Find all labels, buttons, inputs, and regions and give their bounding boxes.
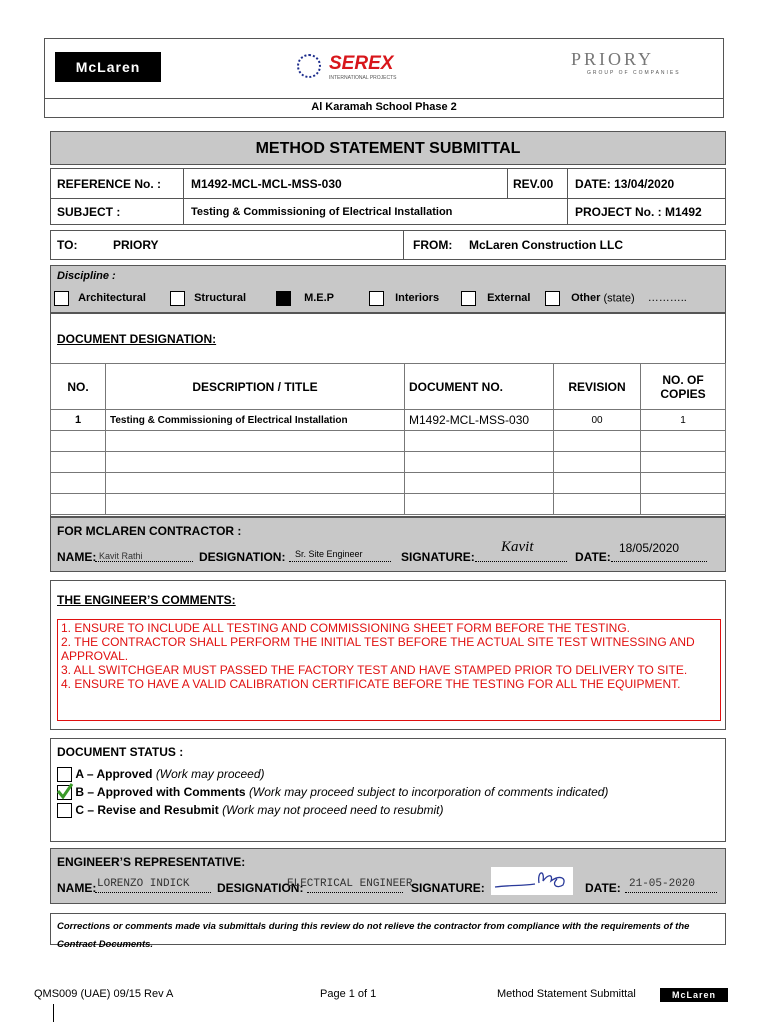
footer-mclaren-logo: McLaren (660, 988, 728, 1002)
engineer-name-value: LORENZO INDICK (97, 878, 190, 890)
header-no: NO. (51, 364, 106, 410)
header-copies: NO. OF COPIES (641, 364, 726, 410)
cell-document-no (405, 494, 554, 515)
checkbox[interactable] (545, 291, 560, 306)
checkbox-checked[interactable] (57, 785, 72, 800)
footer-page-number: Page 1 of 1 (320, 988, 377, 1000)
header-box (44, 38, 724, 118)
rev-label: REV.00 (513, 177, 554, 191)
status-option-note: (Work may proceed) (155, 767, 265, 781)
other-state-label: (state) (603, 292, 635, 305)
date-label: DATE: 13/04/2020 (575, 177, 675, 191)
checkmark-icon (56, 782, 74, 800)
cell-copies (641, 494, 726, 515)
disclaimer-box (50, 913, 726, 950)
cell-no (51, 452, 106, 473)
contractor-label: FOR MCLAREN CONTRACTOR : (57, 524, 242, 538)
priory-logo-subtext: GROUP OF COMPANIES (587, 70, 681, 76)
engineer-signature-label: SIGNATURE: (411, 881, 485, 895)
checkbox[interactable] (54, 291, 69, 306)
cell-revision: 00 (554, 410, 641, 431)
cell-description: Testing & Commissioning of Electrical Installation (106, 410, 405, 431)
discipline-architectural[interactable] (54, 291, 146, 306)
engineer-designation-value: ELECTRICAL ENGINEER (287, 878, 413, 890)
status-option-a[interactable] (57, 767, 265, 782)
contractor-designation-value: Sr. Site Engineer (295, 549, 363, 559)
table-row (51, 410, 726, 431)
to-label: TO: (57, 238, 78, 252)
designation-label: DOCUMENT DESIGNATION: (57, 332, 217, 346)
discipline-external[interactable] (461, 291, 530, 306)
discipline-interiors[interactable] (369, 291, 439, 306)
discipline-item-label: Structural (194, 292, 247, 305)
header-document-no: DOCUMENT NO. (405, 364, 554, 410)
engineer-name-label: NAME: (57, 881, 97, 895)
discipline-item-label: External (487, 292, 531, 305)
contractor-designation-field[interactable] (289, 548, 391, 562)
from-value: McLaren Construction LLC (469, 238, 624, 252)
reference-value: M1492-MCL-MCL-MSS-030 (191, 177, 342, 191)
contractor-signature-label: SIGNATURE: (401, 550, 475, 564)
priory-logo (559, 49, 709, 83)
cell-document-no (405, 452, 554, 473)
cell-revision (554, 473, 641, 494)
comment-line: 1. ENSURE TO INCLUDE ALL TESTING AND COMMISSIONING SHEET FORM BEFORE THE TESTING. (61, 621, 630, 635)
contractor-date-field[interactable] (611, 541, 707, 562)
engineer-date-label: DATE: (585, 881, 621, 895)
status-label: DOCUMENT STATUS : (57, 745, 184, 759)
cell-copies (641, 431, 726, 452)
discipline-item-label: Other (571, 292, 601, 305)
cell-document-no (405, 473, 554, 494)
checkbox[interactable] (57, 803, 72, 818)
cell-no (51, 473, 106, 494)
discipline-item-label: Architectural (78, 292, 146, 305)
status-option-code: A – Approved (75, 767, 153, 781)
header-description: DESCRIPTION / TITLE (106, 364, 405, 410)
contractor-box (50, 517, 726, 572)
serex-logo (297, 51, 417, 85)
contractor-name-field[interactable] (95, 548, 193, 562)
cell-copies (641, 473, 726, 494)
status-option-code: B – Approved with Comments (75, 785, 246, 799)
footer-form-code: QMS009 (UAE) 09/15 Rev A (34, 988, 174, 1000)
checkbox-checked[interactable] (276, 291, 291, 306)
table-row (51, 494, 726, 515)
status-box (50, 738, 726, 842)
table-header-row (51, 364, 726, 410)
to-from-box (50, 230, 726, 260)
status-option-note: (Work may proceed subject to incorporation of comments indicated) (248, 785, 609, 799)
page-title: METHOD STATEMENT SUBMITTAL (50, 131, 726, 165)
engineer-designation-label: DESIGNATION: (217, 881, 304, 895)
status-option-code: C – Revise and Resubmit (75, 803, 219, 817)
discipline-mep[interactable] (276, 291, 334, 306)
cell-revision (554, 431, 641, 452)
comment-line: 4. ENSURE TO HAVE A VALID CALIBRATION CERTIFICATE BEFORE THE TESTING FOR ALL THE EQUIPMENT. (61, 677, 681, 691)
footer-document-type: Method Statement Submittal (497, 988, 636, 1000)
discipline-checklist (54, 290, 724, 308)
discipline-box (50, 265, 726, 313)
checkbox[interactable] (461, 291, 476, 306)
engineer-label: ENGINEER’S REPRESENTATIVE: (57, 855, 246, 869)
header-revision: REVISION (554, 364, 641, 410)
serex-emblem-icon (297, 54, 321, 78)
contractor-signature-field[interactable] (475, 539, 567, 562)
comment-line: 3. ALL SWITCHGEAR MUST PASSED THE FACTORY TEST AND HAVE STAMPED PRIOR TO DELIVERY TO SITE. (61, 663, 688, 677)
discipline-label: Discipline : (57, 270, 116, 282)
text-cursor (53, 1004, 54, 1022)
discipline-item-label: Interiors (395, 292, 440, 305)
to-value: PRIORY (113, 238, 159, 252)
mclaren-logo: McLaren (55, 52, 161, 82)
cell-document-no: M1492-MCL-MSS-030 (405, 410, 554, 431)
table-row (51, 452, 726, 473)
subject-value: Testing & Commissioning of Electrical Installation (191, 206, 453, 218)
contractor-date-value: 18/05/2020 (619, 541, 680, 555)
discipline-item-label: M.E.P (304, 292, 335, 305)
contractor-name-value: Kavit Rathi (99, 551, 143, 561)
discipline-other[interactable] (545, 291, 687, 306)
cell-copies: 1 (641, 410, 726, 431)
comments-text[interactable] (57, 619, 721, 721)
contractor-designation-label: DESIGNATION: (199, 550, 286, 564)
cell-copies (641, 452, 726, 473)
engineer-designation-field[interactable] (287, 878, 413, 893)
engineer-name-field[interactable] (95, 879, 211, 893)
disclaimer-text: Corrections or comments made via submittals during this review do not relieve the contractor from compliance with the requirements of the Contract Documents. (57, 921, 690, 950)
status-option-b[interactable] (57, 785, 608, 800)
discipline-structural[interactable] (170, 291, 246, 306)
checkbox[interactable] (369, 291, 384, 306)
cell-no (51, 494, 106, 515)
contractor-date-label: DATE: (575, 550, 611, 564)
engineer-date-field[interactable] (625, 879, 717, 893)
cell-revision (554, 452, 641, 473)
project-number: PROJECT No. : M1492 (575, 205, 702, 219)
project-name: Al Karamah School Phase 2 (311, 101, 457, 113)
table-row (51, 473, 726, 494)
from-label: FROM: (413, 238, 453, 252)
header-divider (45, 98, 723, 99)
engineer-box (50, 848, 726, 904)
checkbox[interactable] (57, 767, 72, 782)
cell-document-no (405, 431, 554, 452)
status-option-c[interactable] (57, 803, 444, 818)
cell-description (106, 452, 405, 473)
cell-no (51, 431, 106, 452)
other-state-field[interactable]: ……….. (647, 292, 687, 305)
comment-line: 2. THE CONTRACTOR SHALL PERFORM THE INITIAL TEST BEFORE THE ACTUAL SITE TEST WITNESSING AND APPROVAL. (61, 635, 695, 663)
contractor-signature-value: Kavit (501, 539, 534, 555)
checkbox[interactable] (170, 291, 185, 306)
cell-description (106, 473, 405, 494)
engineer-signature-image (491, 867, 573, 895)
serex-logo-text: SEREX (329, 53, 394, 74)
reference-label: REFERENCE No. : (57, 177, 162, 191)
cell-description (106, 431, 405, 452)
comments-box (50, 580, 726, 730)
priory-logo-text: PRIORY (571, 49, 655, 69)
table-row (51, 431, 726, 452)
status-option-note: (Work may not proceed need to resubmit) (222, 803, 444, 817)
reference-box (50, 168, 726, 225)
cell-description (106, 494, 405, 515)
designation-table (50, 363, 726, 515)
subject-label: SUBJECT : (57, 205, 121, 219)
serex-logo-subtext: INTERNATIONAL PROJECTS (329, 75, 397, 81)
comments-label: THE ENGINEER’S COMMENTS: (57, 593, 236, 607)
engineer-date-value: 21-05-2020 (629, 878, 696, 890)
signature-icon (491, 867, 573, 895)
cell-no: 1 (51, 410, 106, 431)
contractor-name-label: NAME: (57, 550, 97, 564)
cell-revision (554, 494, 641, 515)
